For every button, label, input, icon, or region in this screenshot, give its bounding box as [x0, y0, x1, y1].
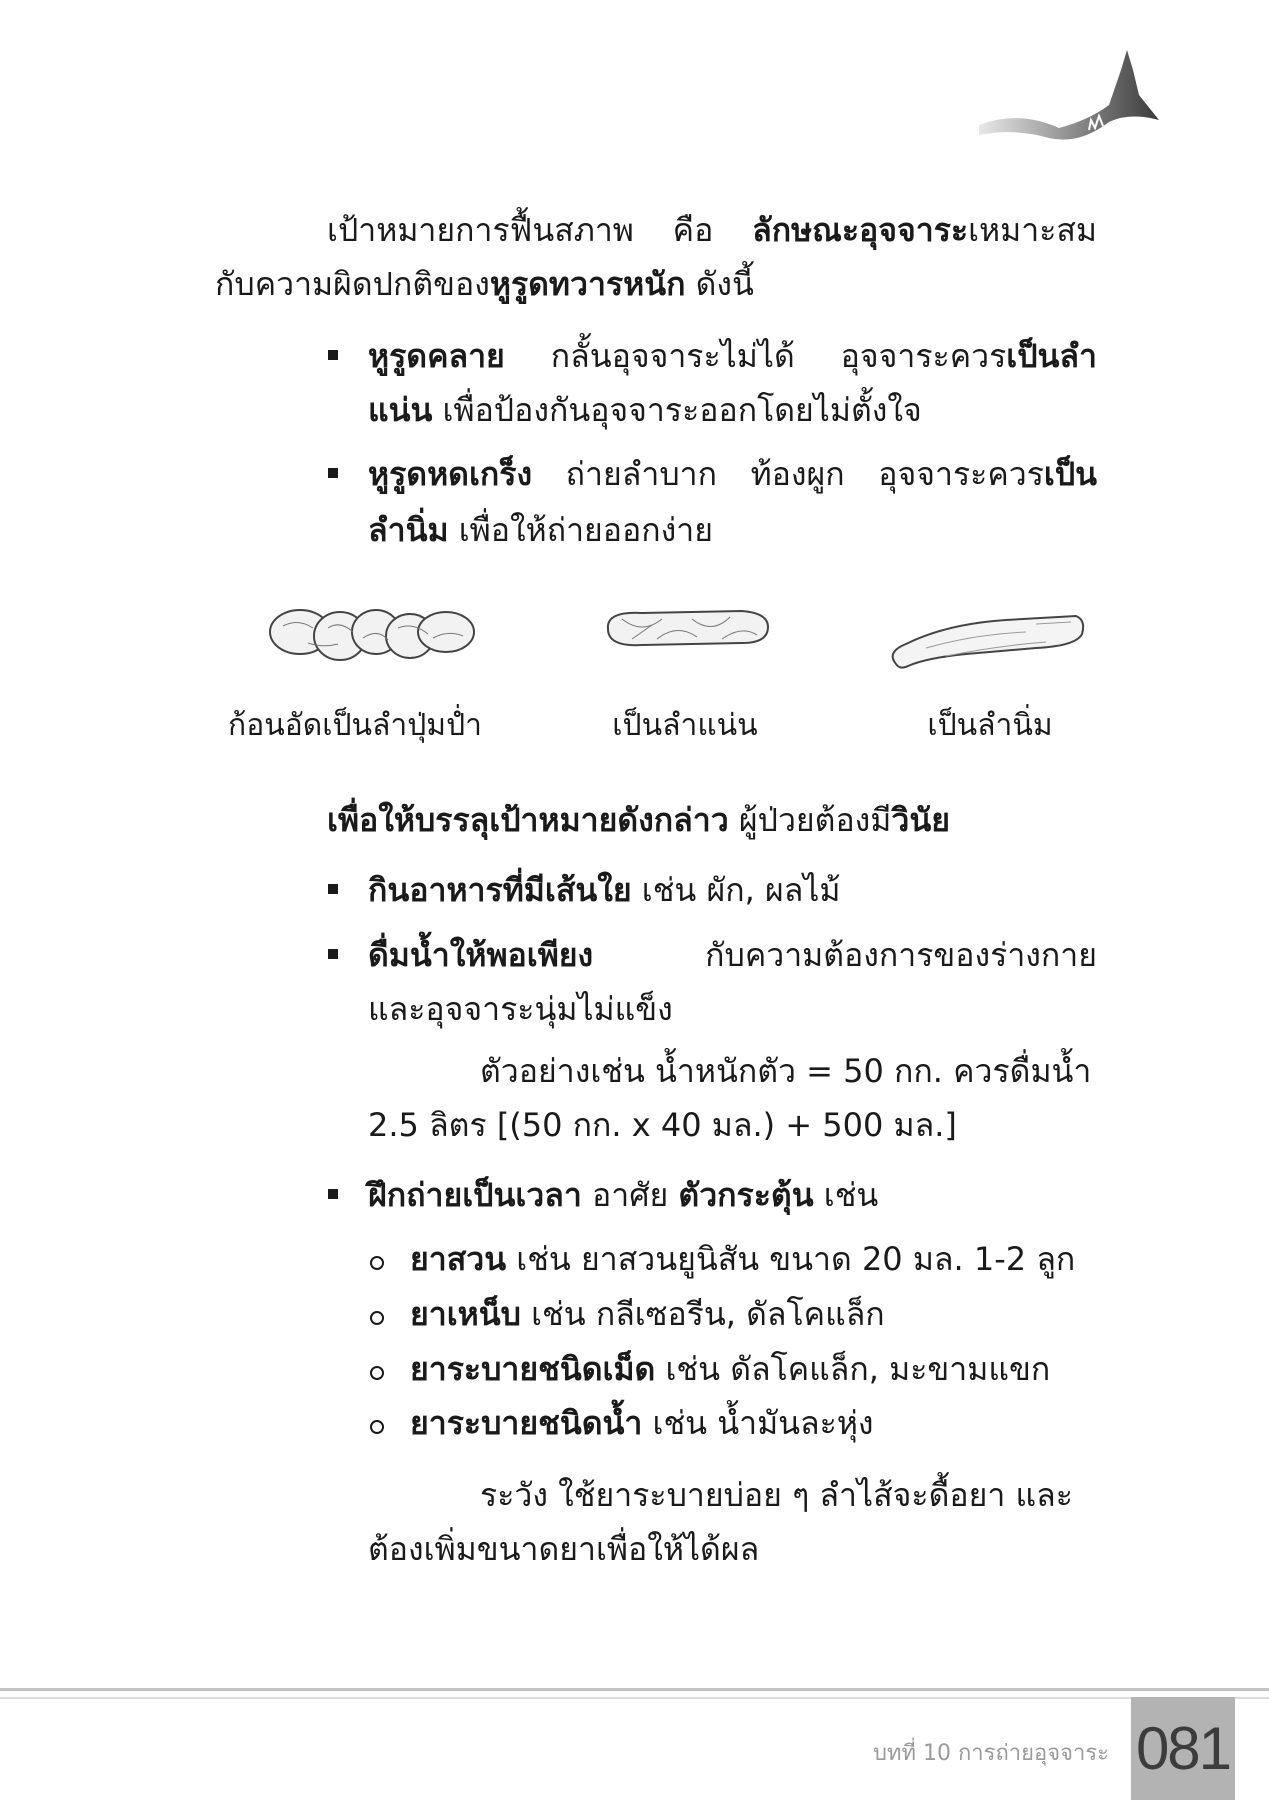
caption-lumpy: ก้อนอัดเป็นลำปุ่มป่ำ [228, 708, 482, 743]
bullet-icon [328, 350, 338, 360]
bullet-text: กลั้นอุจจาระไม่ได้ อุจจาระควร [504, 337, 1007, 375]
stool-firm-illustration [602, 605, 772, 651]
discipline-bold: ดื่มน้ำให้พอเพียง [368, 936, 594, 974]
footer-divider [0, 1697, 1269, 1699]
bullet-bold: เป็นลำ [1006, 337, 1097, 375]
stimulant-bold: ยาระบายชนิดเม็ด [410, 1350, 656, 1388]
bullet-bold: เป็น [1043, 455, 1097, 493]
intro-text: ดังนี้ [685, 265, 754, 303]
water-example-line-2: 2.5 ลิตร [(50 กก. x 40 มล.) + 500 มล.] [368, 1106, 957, 1144]
stool-soft-illustration [886, 612, 1088, 672]
bullet-bold: แน่น [368, 391, 433, 429]
chapter-title: บทที่ 10 การถ่ายอุจจาระ [873, 1741, 1109, 1766]
intro-line-2 [215, 256, 754, 312]
stimulant-bold: ยาเหน็บ [410, 1295, 521, 1333]
caption-firm: เป็นลำแน่น [612, 708, 758, 743]
discipline-item-water-line-2: และอุจจาระนุ่มไม่แข็ง [368, 990, 673, 1028]
circle-bullet-icon [370, 1256, 384, 1270]
stimulant-text: เช่น ยาสวนยูนิสัน ขนาด 20 มล. 1-2 ลูก [506, 1240, 1076, 1278]
stimulant-item [410, 1395, 874, 1451]
bullet-bold: หูรูดหดเกร็ง [368, 455, 533, 493]
discipline-text: กับความต้องการของร่างกาย [593, 936, 1097, 974]
discipline-bold: กินอาหารที่มีเส้นใย [368, 871, 632, 909]
bullet-text: เพื่อป้องกันอุจจาระออกโดยไม่ตั้งใจ [432, 391, 922, 429]
stimulant-bold: ยาระบายชนิดน้ำ [410, 1404, 643, 1442]
discipline-bold: ตัวกระตุ้น [678, 1176, 814, 1214]
stimulant-bold: ยาสวน [410, 1240, 507, 1278]
stimulant-item [410, 1286, 885, 1342]
intro-line-1 [327, 202, 1097, 258]
bullet-icon [328, 468, 338, 478]
circle-bullet-icon [370, 1366, 384, 1380]
intro-text: กับความผิดปกติของ [215, 265, 490, 303]
intro-bold: หูรูดทวารหนัก [489, 265, 686, 303]
goal-bold: วินัย [891, 801, 950, 839]
bullet-icon [328, 949, 338, 959]
stool-lumpy-illustration [268, 598, 478, 670]
caption-soft: เป็นลำนิ่ม [927, 708, 1053, 743]
bullet-item-tight-line-2 [368, 502, 713, 558]
stimulant-text: เช่น ดัลโคแล็ก, มะขามแขก [655, 1350, 1051, 1388]
discipline-text: เช่น [813, 1176, 879, 1214]
stimulant-text: เช่น กลีเซอรีน, ดัลโคแล็ก [520, 1295, 885, 1333]
bullet-item-loose-line-1 [368, 328, 1097, 384]
corner-decoration [979, 50, 1159, 160]
bullet-item-loose-line-2 [368, 382, 922, 438]
bullet-bold: หูรูดคลาย [368, 337, 505, 375]
caution-line-2: ต้องเพิ่มขนาดยาเพื่อให้ได้ผล [368, 1530, 760, 1568]
bullet-item-tight-line-1 [368, 446, 1097, 502]
discipline-item-schedule [368, 1167, 878, 1223]
bullet-icon [328, 1189, 338, 1199]
goal-line [327, 792, 950, 848]
stimulant-item [410, 1341, 1050, 1397]
goal-bold: เพื่อให้บรรลุเป้าหมายดังกล่าว [327, 801, 729, 839]
circle-bullet-icon [370, 1420, 384, 1434]
bullet-bold: ลำนิ่ม [368, 511, 449, 549]
caution-line-1: ระวัง ใช้ยาระบายบ่อย ๆ ลำไส้จะดื้อยา และ [480, 1476, 1073, 1514]
goal-text: ผู้ป่วยต้องมี [728, 801, 892, 839]
intro-bold: ลักษณะอุจจาระ [752, 211, 969, 249]
discipline-item-fiber [368, 862, 840, 918]
discipline-bold: ฝึกถ่ายเป็นเวลา [368, 1176, 582, 1214]
stimulant-text: เช่น น้ำมันละหุ่ง [642, 1404, 874, 1442]
circle-bullet-icon [370, 1311, 384, 1325]
page-number: 081 [1131, 1697, 1235, 1800]
stimulant-item [410, 1231, 1075, 1287]
intro-text: เป้าหมายการฟื้นสภาพ คือ [327, 211, 753, 249]
discipline-item-water-line-1 [368, 927, 1097, 983]
discipline-text: อาศัย [581, 1176, 679, 1214]
bullet-icon [328, 884, 338, 894]
water-example-line-1: ตัวอย่างเช่น น้ำหนักตัว = 50 กก. ควรดื่มน้ำ [480, 1052, 1092, 1090]
footer-divider [0, 1688, 1269, 1691]
bullet-text: เพื่อให้ถ่ายออกง่าย [448, 511, 713, 549]
discipline-text: เช่น ผัก, ผลไม้ [631, 871, 841, 909]
bullet-text: ถ่ายลำบาก ท้องผูก อุจจาระควร [532, 455, 1044, 493]
intro-text: เหมาะสม [968, 211, 1097, 249]
